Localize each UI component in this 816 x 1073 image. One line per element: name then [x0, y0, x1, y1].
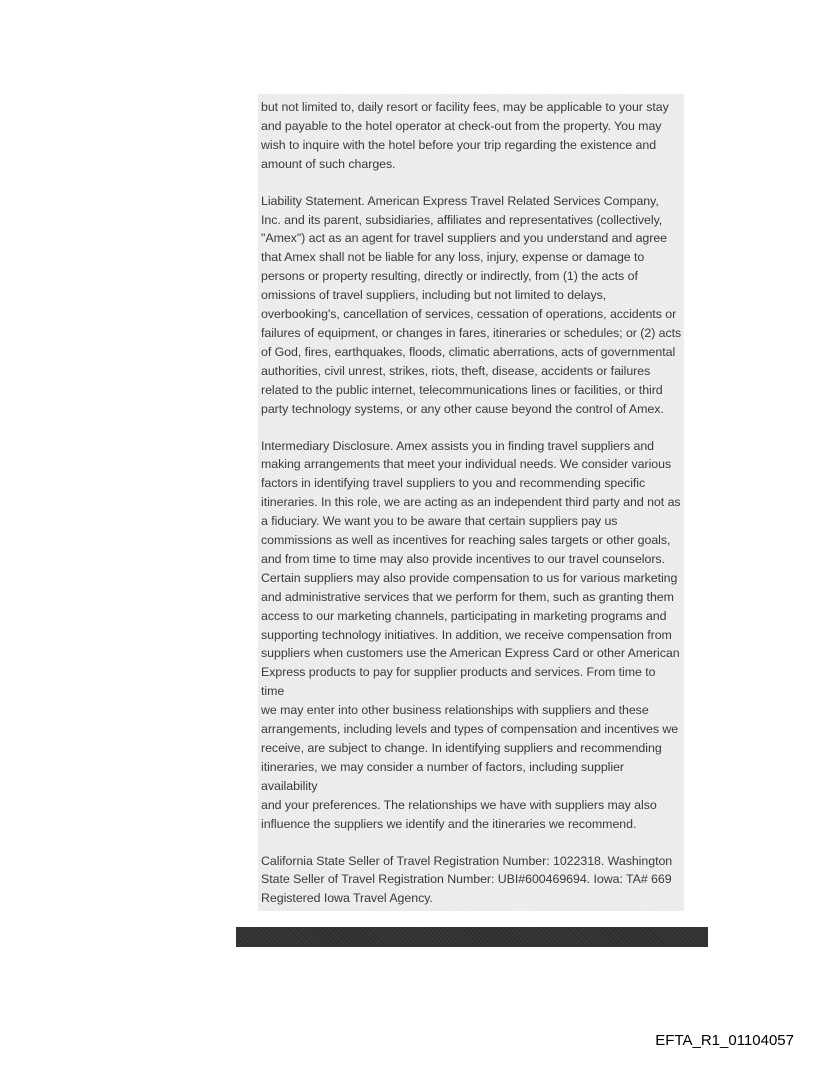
- document-id-label: EFTA_R1_01104057: [655, 1032, 794, 1049]
- resort-fees-paragraph: but not limited to, daily resort or facility fees, may be applicable to your stay and payable to the hotel operator at check-out from the property. You may wish to inquire with the hotel before your trip regarding the existence and amount of such charges.: [261, 100, 669, 171]
- footer-divider-bar: [236, 927, 708, 947]
- document-text-panel: [258, 94, 684, 911]
- seller-registration-paragraph: California State Seller of Travel Registration Number: 1022318. Washington State Seller of Travel Registration Number: UBI#600469694. Iowa: TA# 669 Registered Iowa Travel Agency.: [261, 853, 673, 906]
- liability-statement-paragraph: Liability Statement. American Express Travel Related Services Company, Inc. and its parent, subsidiaries, affiliates and representatives (collectively, "Amex") act as an agent for travel suppliers and you understand and agree that Amex shall not be liable for any loss, injury, expense or damage to persons or property resulting, directly or indirectly, from (1) the acts of omissions of travel suppliers, including but not limited to delays, overbooking's, cancellation of services, cessation of operations, accidents or failures of equipment, or changes in fares, itineraries or schedules; or (2) acts of God, fires, earthquakes, floods, climatic aberrations, acts of governmental authorities, civil unrest, strikes, riots, theft, disease, accidents or failures related to the public internet, telecommunications lines or facilities, or third party technology systems, or any other cause beyond the control of Amex.: [261, 193, 682, 416]
- intermediary-disclosure-paragraph: Intermediary Disclosure. Amex assists you in finding travel suppliers and making arrangements that meet your individual needs. We consider various factors in identifying travel suppliers to you and recommending specific itineraries. In this role, we are acting as an independent third party and not as a fiduciary. We want you to be aware that certain suppliers pay us commissions as well as incentives for reaching sales targets or other goals, and from time to time may also provide incentives to our travel counselors. Certain suppliers may also provide compensation to us for various marketing and administrative services that we perform for them, such as granting them access to our marketing channels, participating in marketing programs and supporting technology initiatives. In addition, we receive compensation from suppliers when customers use the American Express Card or other American Express products to pay for supplier products and services. From time to time we may enter into other business relationships with suppliers and these arrangements, including levels and types of compensation and incentives we receive, are subject to change. In identifying suppliers and recommending itineraries, we may consider a number of factors, including supplier availability and your preferences. The relationships we have with suppliers may also influence the suppliers we identify and the itineraries we recommend.: [261, 438, 681, 831]
